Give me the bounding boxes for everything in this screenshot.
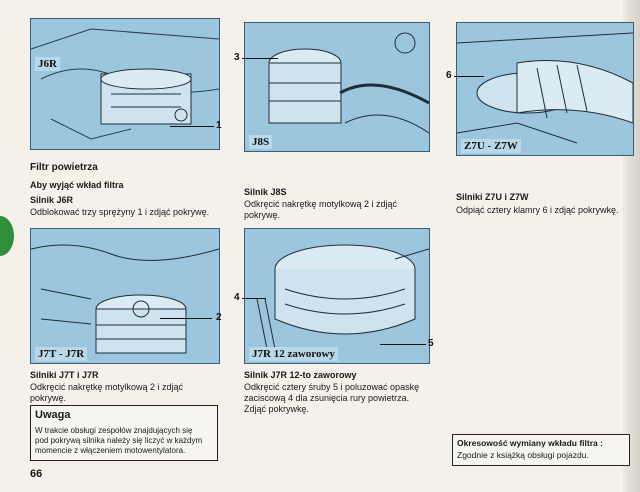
- section-subtitle: Aby wyjąć wkład filtra: [30, 180, 124, 190]
- engine-illustration-j8s: [245, 23, 429, 151]
- section-tab-marker: [0, 216, 14, 256]
- figure-j8s: [244, 22, 430, 152]
- engine-heading-j6r: Silnik J6R: [30, 195, 74, 205]
- callout-number: 2: [216, 312, 222, 323]
- callout-leader: [380, 344, 426, 345]
- callout-number: 4: [234, 292, 240, 303]
- instruction-j7r-12-line3: Zdjąć pokrywkę.: [244, 404, 310, 414]
- callout-number: 3: [234, 52, 240, 63]
- warning-line: W trakcie obsługi zespołów znajdujących się: [35, 426, 193, 435]
- figure-label: J6R: [35, 57, 60, 71]
- warning-line: momencie z włączeniem motowentylatora.: [35, 446, 186, 455]
- instruction-j8s-line1: Odkręcić nakrętkę motylkową 2 i zdjąć: [244, 199, 398, 209]
- engine-illustration-j7r-12: [245, 229, 429, 363]
- figure-j7t: [30, 228, 220, 364]
- engine-heading-j8s: Silnik J8S: [244, 187, 287, 197]
- instruction-j8s-line2: pokrywę.: [244, 210, 281, 220]
- engine-heading-j7t: Silniki J7T i J7R: [30, 370, 99, 380]
- engine-illustration-z7u: [457, 23, 633, 155]
- callout-number: 5: [428, 338, 434, 349]
- warning-title: Uwaga: [35, 409, 71, 421]
- callout-number: 6: [446, 70, 452, 81]
- warning-line: pod pokrywą silnika należy się liczyć w każdym: [35, 436, 203, 445]
- callout-leader: [160, 318, 212, 319]
- figure-z7u: [456, 22, 634, 156]
- callout-leader: [242, 58, 278, 59]
- engine-heading-j7r-12: Silnik J7R 12-to zaworowy: [244, 370, 357, 380]
- instruction-j7t-line1: Odkręcić nakrętkę motylkową 2 i zdjąć: [30, 382, 184, 392]
- instruction-j7r-12-line2: zaciscową 4 dla zsunięcia rury powietrza.: [244, 393, 410, 403]
- page-number: 66: [30, 468, 43, 480]
- warning-box: [30, 405, 218, 461]
- callout-number: 1: [216, 120, 222, 131]
- info-box: [452, 434, 630, 466]
- instruction-j7r-12-line1: Odkręcić cztery śruby 5 i poluzować opaskę: [244, 382, 420, 392]
- callout-leader: [242, 298, 266, 299]
- instruction-j6r: Odblokować trzy sprężyny 1 i zdjąć pokrywę.: [30, 207, 210, 217]
- figure-label: Z7U - Z7W: [461, 139, 521, 153]
- engine-illustration-j7t: [31, 229, 219, 363]
- instruction-j7t-line2: pokrywę.: [30, 393, 67, 403]
- instruction-z7u: Odpiąć cztery klamry 6 i zdjąć pokrywkę.: [456, 205, 619, 215]
- engine-illustration-j6r: [31, 19, 219, 149]
- figure-label: J7R 12 zaworowy: [249, 347, 338, 361]
- callout-leader: [454, 76, 484, 77]
- figure-label: J7T - J7R: [35, 347, 87, 361]
- figure-label: J8S: [249, 135, 272, 149]
- callout-leader: [170, 126, 214, 127]
- section-title: Filtr powietrza: [30, 162, 98, 173]
- info-text: Zgodnie z książką obsługi pojazdu.: [457, 450, 589, 460]
- engine-heading-z7u: Silniki Z7U i Z7W: [456, 192, 529, 202]
- info-title: Okresowość wymiany wkładu filtra :: [457, 438, 603, 448]
- figure-j6r: [30, 18, 220, 150]
- warning-text: [35, 426, 215, 456]
